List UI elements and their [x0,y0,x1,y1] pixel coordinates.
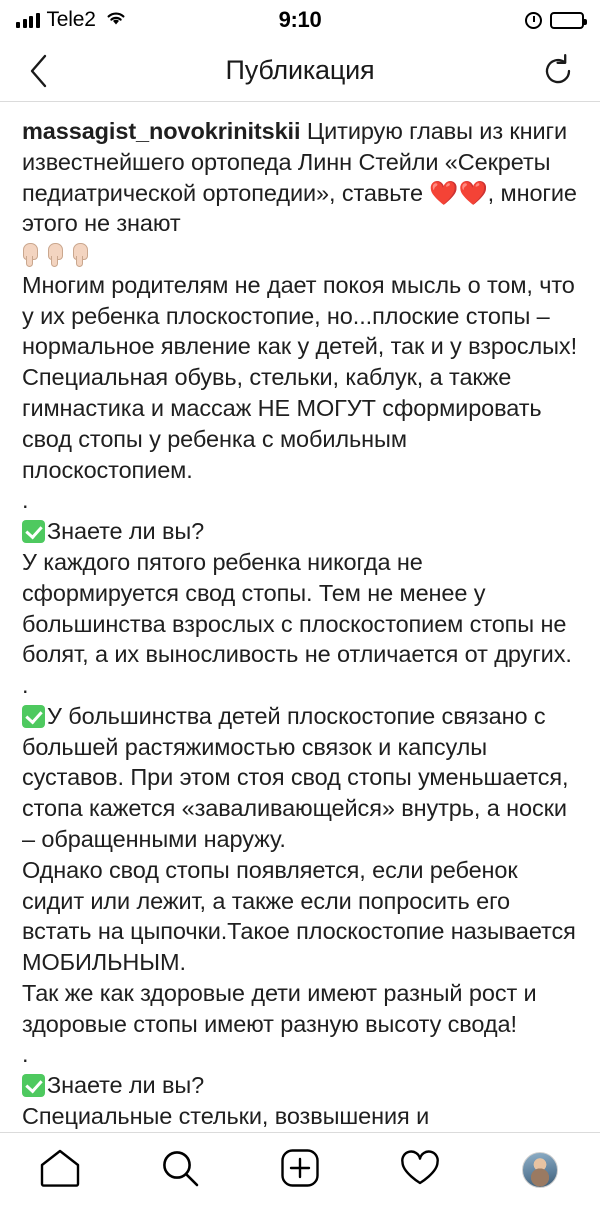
caption-heading: Знаете ли вы? [47,1072,205,1099]
rotation-lock-icon [525,12,542,29]
tab-home[interactable] [28,1142,92,1198]
back-button[interactable] [22,54,56,88]
caption-paragraph: . [22,487,29,514]
page-title: Публикация [225,55,375,85]
home-icon [39,1148,81,1193]
profile-avatar [522,1152,558,1188]
caption-paragraph: . [22,1041,29,1068]
heart-icon [399,1149,441,1192]
caption-paragraph: Многим родителям не дает покоя мысль о том, что у их ребенка плоскостопие, но...плоские стопы – нормальное явление как у детей, так и у взрослых! Специальная обувь, стельки, каблук, а также гимнастика и массаж НЕ МОГУТ сформировать свод стопы у ребенка с мобильным плоскостопием. [22,271,577,483]
caption-intro-text: Цитирую главы из книги известнейшего ортопеда Линн Стейли «Секреты педиатрической ортопедии», ставьте [22,118,568,206]
check-mark-emoji [22,705,45,728]
caption-paragraph: Специальные стельки, возвышения и [22,1103,430,1129]
caption-paragraph-check [22,516,578,547]
caption-paragraph-check [22,1070,578,1101]
clock-label: 9:10 [278,7,322,32]
caption-paragraph: . [22,672,29,699]
caption-heading: Знаете ли вы? [47,518,205,545]
bottom-tab-bar [0,1132,600,1208]
tab-profile[interactable] [508,1142,572,1198]
status-bar [0,0,600,40]
check-mark-emoji [22,1074,45,1097]
caption-intro-paragraph [22,116,578,239]
caption-paragraph: У каждого пятого ребенка никогда не сформируется свод стопы. Тем не менее у большинства взрослых с плоскостопием стопы не болят, а их выносливость не отличается от других. [22,548,572,668]
carrier-label: Tele2 [46,8,96,31]
caption-paragraph: Однако свод стопы появляется, если ребенок сидит или лежит, а также если попросить его встать на цыпочки.Такое плоскостопие называется МОБИЛЬНЫМ. [22,856,576,976]
red-heart-emoji: ❤️❤️ [429,178,488,207]
caption-paragraph-check [22,701,578,855]
tab-activity[interactable] [388,1142,452,1198]
search-icon [160,1148,200,1193]
battery-icon [550,12,584,29]
post-caption [22,116,578,1132]
tab-add-post[interactable] [268,1142,332,1198]
post-caption-scroll-area[interactable] [0,102,600,1132]
caption-paragraph: Так же как здоровые дети имеют разный рост и здоровые стопы имеют разную высоту свода! [22,979,537,1037]
post-author-username[interactable]: massagist_novokrinitskii [22,118,301,144]
tab-search[interactable] [148,1142,212,1198]
caption-text: У большинства детей плоскостопие связано с большей растяжимостью связок и капсулы суставов. При этом стоя свод стопы уменьшается, стопа кажется «заваливающейся» внутрь, а носки – обращенными наружу. [22,702,569,852]
navigation-bar [0,40,600,102]
check-mark-emoji [22,520,45,543]
pointing-hands-row [22,239,578,270]
add-post-icon [280,1148,320,1193]
status-bar-right [525,12,584,29]
caption-intro-tail: , многие этого не знают [22,179,577,237]
point-down-emoji [72,243,89,267]
refresh-button[interactable] [538,51,578,91]
point-down-emoji [22,243,39,267]
point-down-emoji [47,243,64,267]
